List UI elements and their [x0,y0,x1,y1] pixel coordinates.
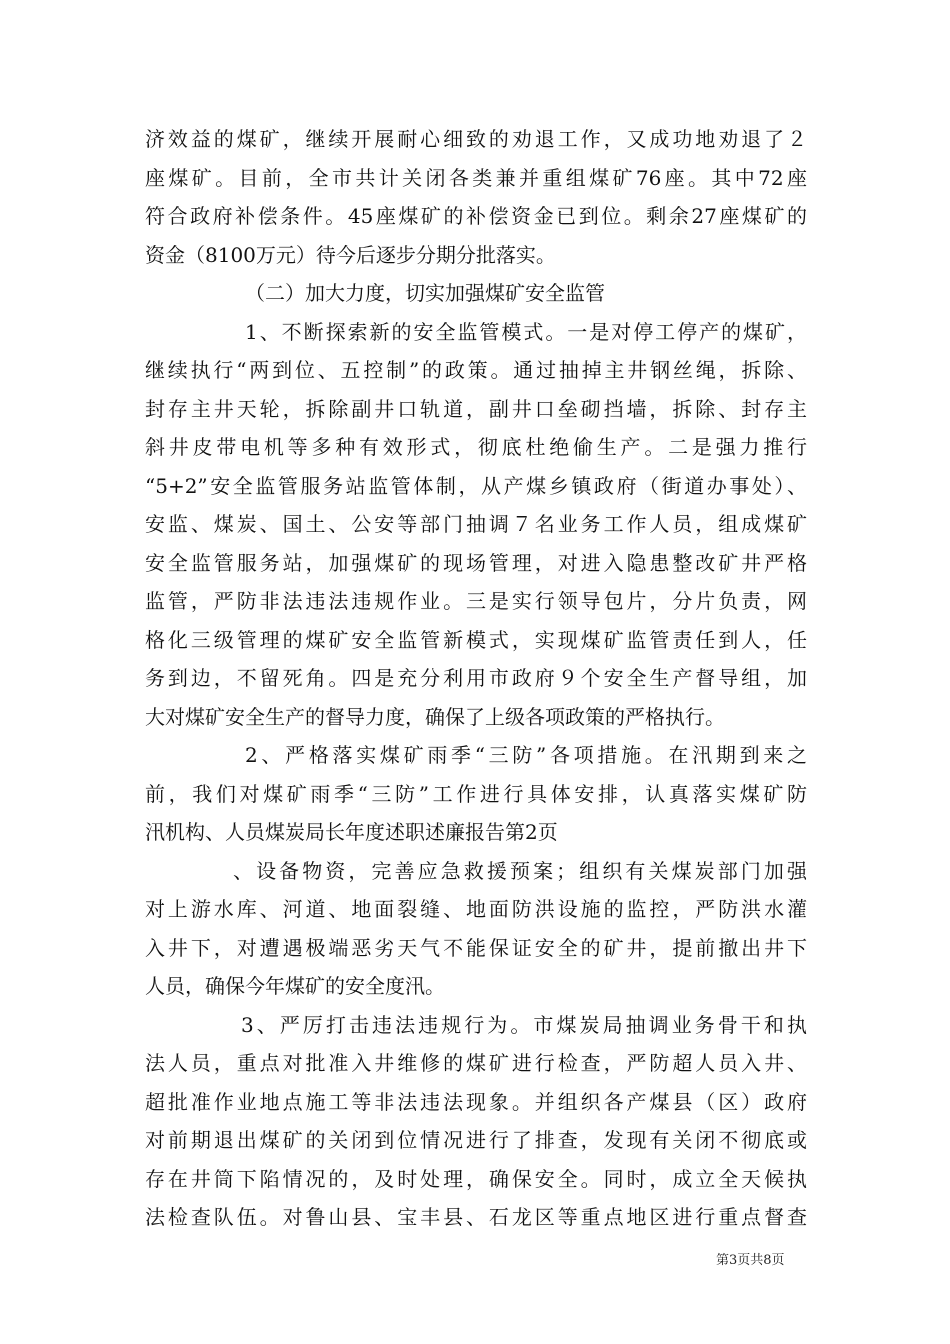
text-line: 监管，严防非法违法违规作业。三是实行领导包片，分片负责，网 [145,589,807,613]
text-line: “5+2”安全监管服务站监管体制，从产煤乡镇政府（街道办事处）、 [145,473,807,498]
text-line: 入井下，对遭遇极端恶劣天气不能保证安全的矿井，提前撤出井下 [145,935,807,960]
text-line: 3、严厉打击违法违规行为。市煤炭局抽调业务骨干和执 [241,1012,807,1037]
text-line: 超批准作业地点施工等非法违法现象。并组织各产煤县（区）政府 [145,1089,807,1114]
text-line: 对前期退出煤矿的关闭到位情况进行了排查，发现有关闭不彻底或 [145,1128,807,1152]
text-line: 资金（8100万元）待今后逐步分期分批落实。 [145,242,556,267]
paragraph-flood-prevention [145,736,807,1006]
text-line: 前，我们对煤矿雨季“三防”工作进行具体安排，认真落实煤矿防 [145,781,807,806]
section-heading [145,274,807,313]
text-line: 务到边，不留死角。四是充分利用市政府９个安全生产督导组，加 [145,666,807,690]
text-line: 格化三级管理的煤矿安全监管新模式，实现煤矿监管责任到人，任 [145,627,807,652]
text-line: 封存主井天轮，拆除副井口轨道，副井口垒砌挡墙，拆除、封存主 [145,396,807,421]
text-line: 济效益的煤矿，继续开展耐心细致的劝退工作，又成功地劝退了２ [145,127,807,151]
text-line: 人员，确保今年煤矿的安全度汛。 [145,974,445,998]
paragraph-enforcement [145,1006,807,1237]
text-line: 对上游水库、河道、地面裂缝、地面防洪设施的监控，严防洪水灌 [145,897,807,921]
section-heading-text: （二）加大力度，切实加强煤矿安全监管 [245,281,605,305]
text-line: 法检查队伍。对鲁山县、宝丰县、石龙区等重点地区进行重点督查 [145,1205,807,1229]
text-line: 大对煤矿安全生产的督导力度，确保了上级各项政策的严格执行。 [145,704,725,729]
body-text [145,120,807,1237]
text-line: 2、严格落实煤矿雨季“三防”各项措施。在汛期到来之 [245,743,807,767]
text-line: 符合政府补偿条件。45座煤矿的补偿资金已到位。剩余27座煤矿的 [145,204,807,228]
text-line: 汛机构、人员煤炭局长年度述职述廉报告第2页 [145,820,558,844]
text-line: 存在井筒下陷情况的，及时处理，确保安全。同时，成立全天候执 [145,1166,807,1191]
paragraph-supervision-model [145,313,807,737]
paragraph-closure-summary [145,120,807,274]
text-line: 继续执行“两到位、五控制”的政策。通过抽掉主井钢丝绳，拆除、 [145,358,807,382]
text-line: 斜井皮带电机等多种有效形式，彻底杜绝偷生产。二是强力推行 [145,435,807,459]
text-line: 安全监管服务站，加强煤矿的现场管理，对进入隐患整改矿井严格 [145,550,807,575]
text-line: 座煤矿。目前，全市共计关闭各类兼并重组煤矿76座。其中72座 [145,165,807,190]
text-line: 、设备物资，完善应急救援预案；组织有关煤炭部门加强 [233,858,807,883]
text-line: 法人员，重点对批准入井维修的煤矿进行检查，严防超人员入井、 [145,1051,807,1075]
page-number: 第3页共8页 [716,1253,785,1268]
text-line: 安监、煤炭、国土、公安等部门抽调７名业务工作人员，组成煤矿 [145,512,807,536]
text-line: 1、不断探索新的安全监管模式。一是对停工停产的煤矿， [245,319,807,344]
